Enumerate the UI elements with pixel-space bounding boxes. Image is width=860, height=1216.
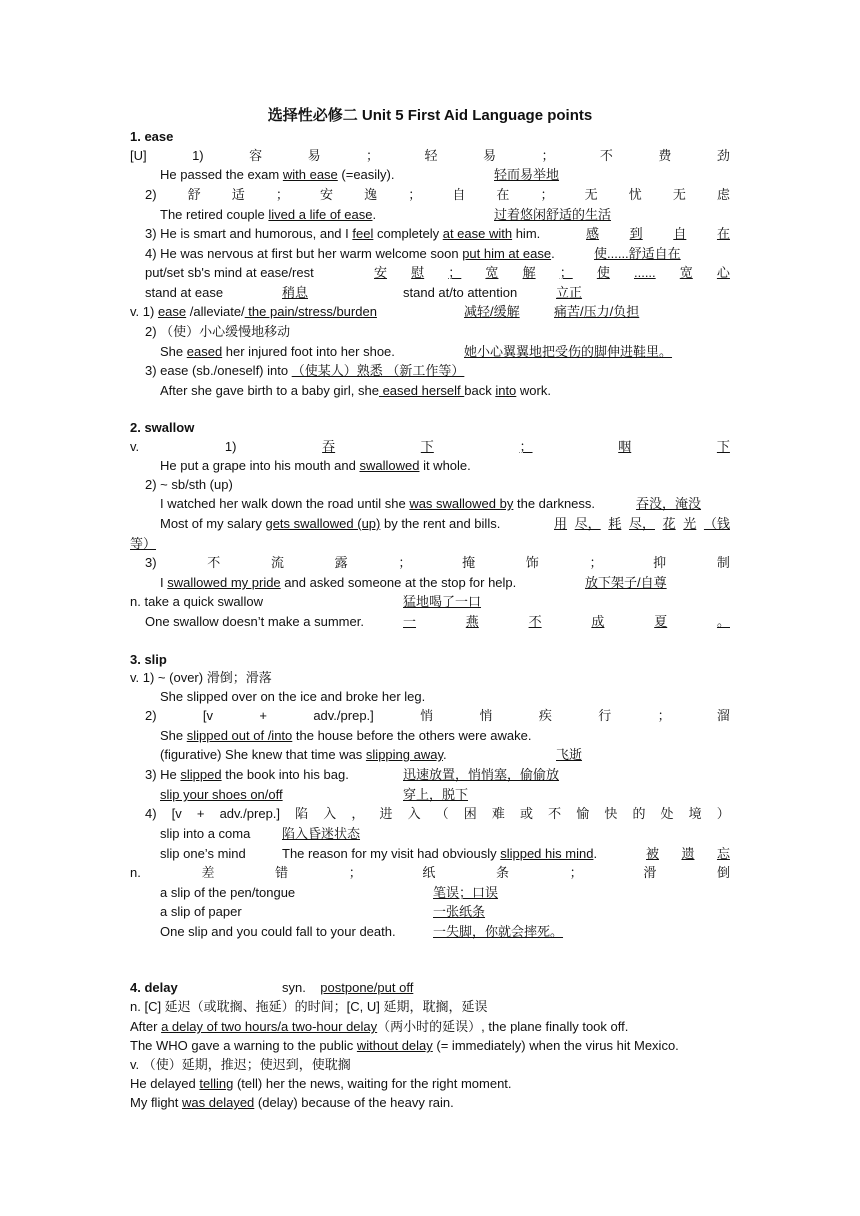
slip-noun-fall-translation: 一失脚，你就会摔死。 (433, 924, 564, 939)
slip-phrase-mind: slip one’s mind (160, 846, 246, 861)
delay-noun-definition: n. [C] 延迟（或耽搁、拖延）的时间；[C, U] 延期，耽搁，延误 (130, 999, 488, 1014)
ease-example-1: He passed the exam with ease (=easily). (160, 167, 395, 182)
slip-verb-2-example: She slipped out of /into the house before the others were awake. (160, 728, 532, 743)
slip-phrase-mind-translation: 被 遗 忘 (646, 846, 730, 861)
slip-phrase-mind-example: The reason for my visit had obviously slipped his mind. (282, 846, 598, 861)
swallow-example-1: He put a grape into his mouth and swallowed it whole. (160, 458, 471, 473)
swallow-example-2: I watched her walk down the road until she was swallowed by the darkness. (160, 496, 596, 511)
slip-verb-3: 3) He slipped the book into his bag. (145, 767, 349, 782)
swallow-def-2: 2) ~ sb/sth (up) (145, 477, 233, 492)
section-heading-slip: 3. slip (130, 652, 167, 667)
slip-verb-3-translation: 迅速放置，悄悄塞，偷偷放 (403, 767, 560, 782)
slip-phrase-coma: slip into a coma (160, 826, 251, 841)
section-heading-ease: 1. ease (130, 129, 174, 144)
section-heading-delay: 4. delay (130, 980, 178, 995)
slip-phrase-coma-translation: 陷入昏迷状态 (282, 826, 361, 841)
ease-phrase-stand-at-ease-translation: 稍息 (282, 285, 309, 300)
ease-phrase-put-mind-translation: 安 慰 ； 宽 解 ； 使 ...... 宽 心 (374, 265, 730, 280)
delay-example-3: He delayed telling (tell) her the news, waiting for the right moment. (130, 1076, 512, 1091)
slip-verb-1-example: She slipped over on the ice and broke her leg. (160, 689, 426, 704)
ease-phrase-put-mind: put/set sb's mind at ease/rest (145, 265, 314, 280)
slip-verb-4: 4) [v + adv./prep.] 陷 入 ， 进 入 （ 困 难 或 不 愉 快 的 处 境 ） (145, 806, 730, 821)
swallow-example-2-translation: 吞没，淹没 (636, 496, 702, 511)
slip-noun-pen-translation: 笔误；口误 (433, 885, 499, 900)
delay-synonyms: syn. postpone/put off (282, 980, 414, 995)
swallow-example-4-translation: 放下架子/自尊 (585, 575, 667, 590)
ease-verb-1: v. 1) ease /alleviate/ the pain/stress/burden (130, 304, 377, 319)
swallow-example-3-translation-cont: 等） (130, 536, 157, 551)
slip-noun-fall: One slip and you could fall to your death. (160, 924, 396, 939)
section-heading-swallow: 2. swallow (130, 420, 195, 435)
swallow-example-3-translation: 用 尽， 耗 尽， 花 光 （钱 (554, 516, 730, 531)
ease-verb-1-translation-b: 痛苦/压力/负担 (554, 304, 640, 319)
ease-verb-3: 3) ease (sb./oneself) into （使某人）熟悉 （新工作等） (145, 363, 465, 378)
swallow-proverb-translation: 一 燕 不 成 夏 。 (403, 614, 730, 629)
slip-verb-2-example-2: (figurative) She knew that time was slipping away. (160, 747, 447, 762)
swallow-def-1: v. 1) 吞 下 ； 咽 下 (130, 439, 730, 454)
delay-verb-definition: v. （使）延期，推迟；使迟到，使耽搁 (130, 1057, 351, 1072)
ease-def-2: 2) 舒 适 ； 安 逸 ； 自 在 ； 无 忧 无 虑 (145, 187, 730, 202)
ease-def-1: [U] 1) 容 易 ； 轻 易 ； 不 费 劲 (130, 148, 730, 163)
swallow-def-3: 3) 不 流 露 ； 掩 饰 ； 抑 制 (145, 555, 730, 570)
ease-phrase-stand-at-ease: stand at ease (145, 285, 224, 300)
ease-verb-2-example: She eased her injured foot into her shoe. (160, 344, 395, 359)
slip-noun-pen: a slip of the pen/tongue (160, 885, 296, 900)
ease-phrase-stand-attention: stand at/to attention (403, 285, 518, 300)
slip-verb-1: v. 1) ~ (over) 滑倒；滑落 (130, 670, 272, 685)
slip-verb-3-example-2-translation: 穿上，脱下 (403, 787, 469, 802)
delay-example-2: The WHO gave a warning to the public without delay (= immediately) when the virus hit Mexico. (130, 1038, 679, 1053)
swallow-example-3: Most of my salary gets swallowed (up) by the rent and bills. (160, 516, 501, 531)
ease-phrase-stand-attention-translation: 立正 (556, 285, 583, 300)
delay-example-1: After a delay of two hours/a two-hour delay（两小时的延误）, the plane finally took off. (130, 1019, 629, 1034)
ease-example-3: 3) He is smart and humorous, and I feel completely at ease with him. (145, 226, 541, 241)
slip-noun-paper-translation: 一张纸条 (433, 904, 486, 919)
slip-verb-2-example-2-translation: 飞逝 (556, 747, 583, 762)
ease-verb-2: 2) （使）小心缓慢地移动 (145, 324, 291, 339)
slip-verb-3-example-2: slip your shoes on/off (160, 787, 283, 802)
page-title: 选择性必修二 Unit 5 First Aid Language points (267, 107, 593, 124)
ease-example-2-translation: 过着悠闲舒适的生活 (494, 207, 612, 222)
swallow-noun-1-translation: 猛地喝了一口 (403, 594, 482, 609)
slip-noun-paper: a slip of paper (160, 904, 242, 919)
swallow-noun-1: n. take a quick swallow (130, 594, 263, 609)
ease-verb-3-example: After she gave birth to a baby girl, she eased herself back into work. (160, 383, 551, 398)
swallow-example-4: I swallowed my pride and asked someone at the stop for help. (160, 575, 517, 590)
ease-example-3-translation: 感 到 自 在 (586, 226, 730, 241)
slip-verb-2: 2) [v + adv./prep.] 悄 悄 疾 行 ； 溜 (145, 708, 730, 723)
slip-noun: n. 差 错 ； 纸 条 ； 滑 倒 (130, 865, 730, 880)
ease-example-4-translation: 使......舒适自在 (594, 246, 681, 261)
swallow-proverb: One swallow doesn’t make a summer. (145, 614, 364, 629)
ease-verb-2-example-translation: 她小心翼翼地把受伤的脚伸进鞋里。 (464, 344, 673, 359)
ease-example-1-translation: 轻而易举地 (494, 167, 560, 182)
ease-example-4: 4) He was nervous at first but her warm welcome soon put him at ease. (145, 246, 555, 261)
ease-example-2: The retired couple lived a life of ease. (160, 207, 377, 222)
ease-verb-1-translation-a: 减轻/缓解 (464, 304, 520, 319)
delay-example-4: My flight was delayed (delay) because of the heavy rain. (130, 1095, 454, 1110)
